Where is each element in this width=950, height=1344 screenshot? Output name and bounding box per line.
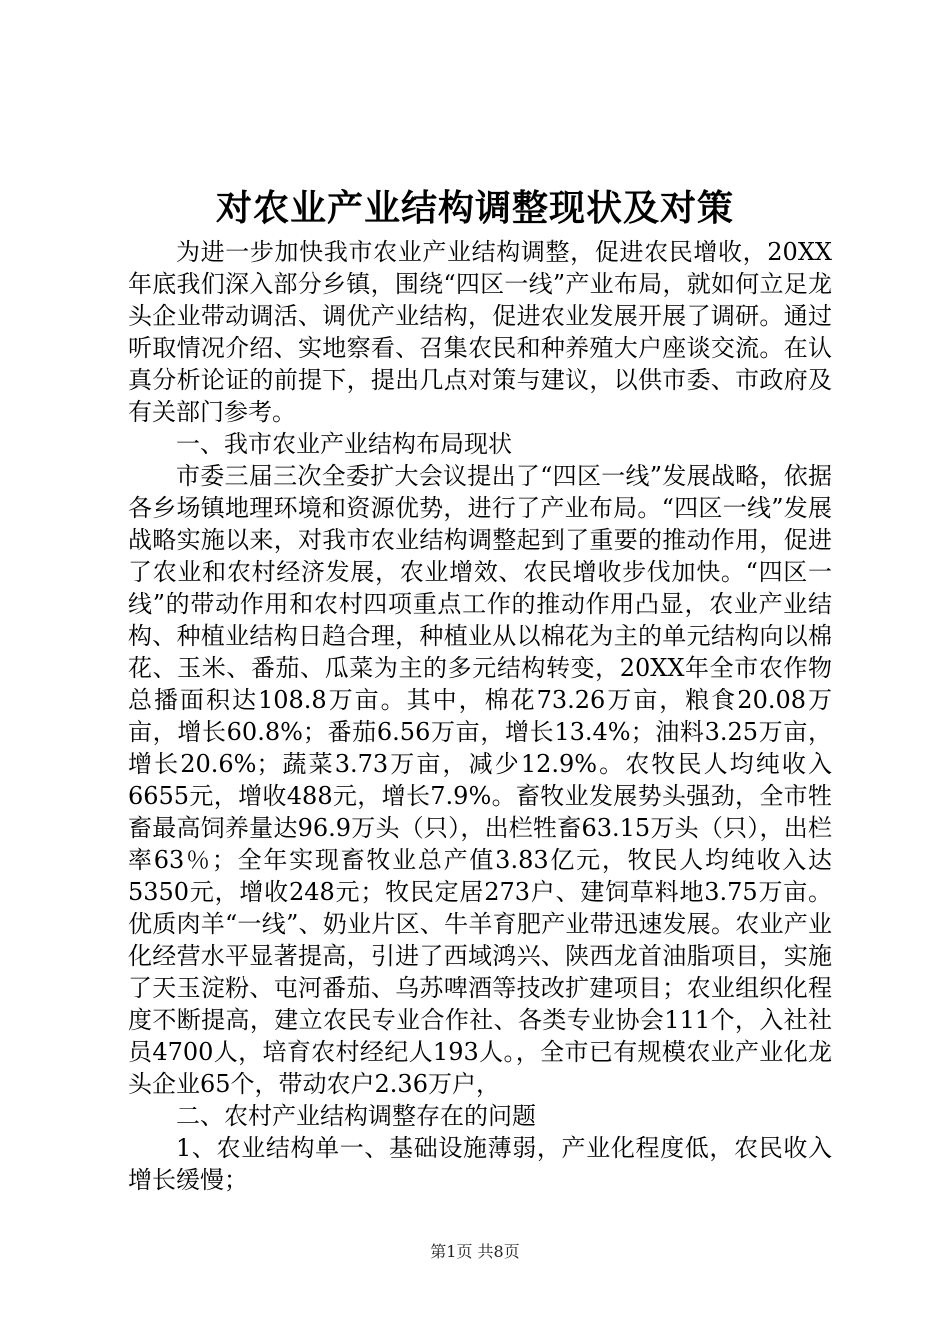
document-title: 对农业产业结构调整现状及对策 (215, 187, 734, 229)
section-heading-1: 一、我市农业产业结构布局现状 (176, 430, 512, 458)
section-2-item-1: 1、农业结构单一、基础设施薄弱，产业化程度低，农民收入增长缓慢； (128, 1134, 832, 1194)
document-body (128, 236, 832, 1196)
section-1-paragraph: 市委三届三次全委扩大会议提出了“四区一线”发展战略，依据各乡场镇地理环境和资源优势，进行了产业布局。“四区一线”发展战略实施以来，对我市农业结构调整起到了重要的推动作用，促进了农业和农村经济发展，农业增效、农民增收步伐加快。“四区一线”的带动作用和农村四项重点工作的推动作用凸显，农业产业结构、种植业结构日趋合理，种植业从以棉花为主的单元结构向以棉花、玉米、番茄、瓜菜为主的多元结构转变，20XX年全市农作物总播面积达108.8万亩。其中，棉花73.26万亩，粮食20.08万亩，增长60.8%；番茄6.56万亩，增长13.4%；油料3.25万亩，增长20.6%；蔬菜3.73万亩，减少12.9%。农牧民人均纯收入6655元，增收488元，增长7.9%。畜牧业发展势头强劲，全市牲畜最高饲养量达96.9万头（只），出栏牲畜63.15万头（只），出栏率63％；全年实现畜牧业总产值3.83亿元，牧民人均纯收入达5350元，增收248元；牧民定居273户、建饲草料地3.75万亩。优质肉羊“一线”、奶业片区、牛羊育肥产业带迅速发展。农业产业化经营水平显著提高，引进了西域鸿兴、陕西龙首油脂项目，实施了天玉淀粉、屯河番茄、乌苏啤酒等技改扩建项目；农业组织化程度不断提高，建立农民专业合作社、各类专业协会111个，入社社员4700人，培育农村经纪人193人。，全市已有规模农业产业化龙头企业65个，带动农户2.36万户， (128, 462, 832, 1098)
intro-paragraph: 为进一步加快我市农业产业结构调整，促进农民增收，20XX年底我们深入部分乡镇，围绕“四区一线”产业布局，就如何立足龙头企业带动调活、调优产业结构，促进农业发展开展了调研。通过听取情况介绍、实地察看、召集农民和种养殖大户座谈交流。在认真分析论证的前提下，提出几点对策与建议，以供市委、市政府及有关部门参考。 (128, 238, 832, 426)
page-footer: 第1页 共8页 (430, 1242, 520, 1261)
section-heading-2: 二、农村产业结构调整存在的问题 (176, 1102, 536, 1130)
